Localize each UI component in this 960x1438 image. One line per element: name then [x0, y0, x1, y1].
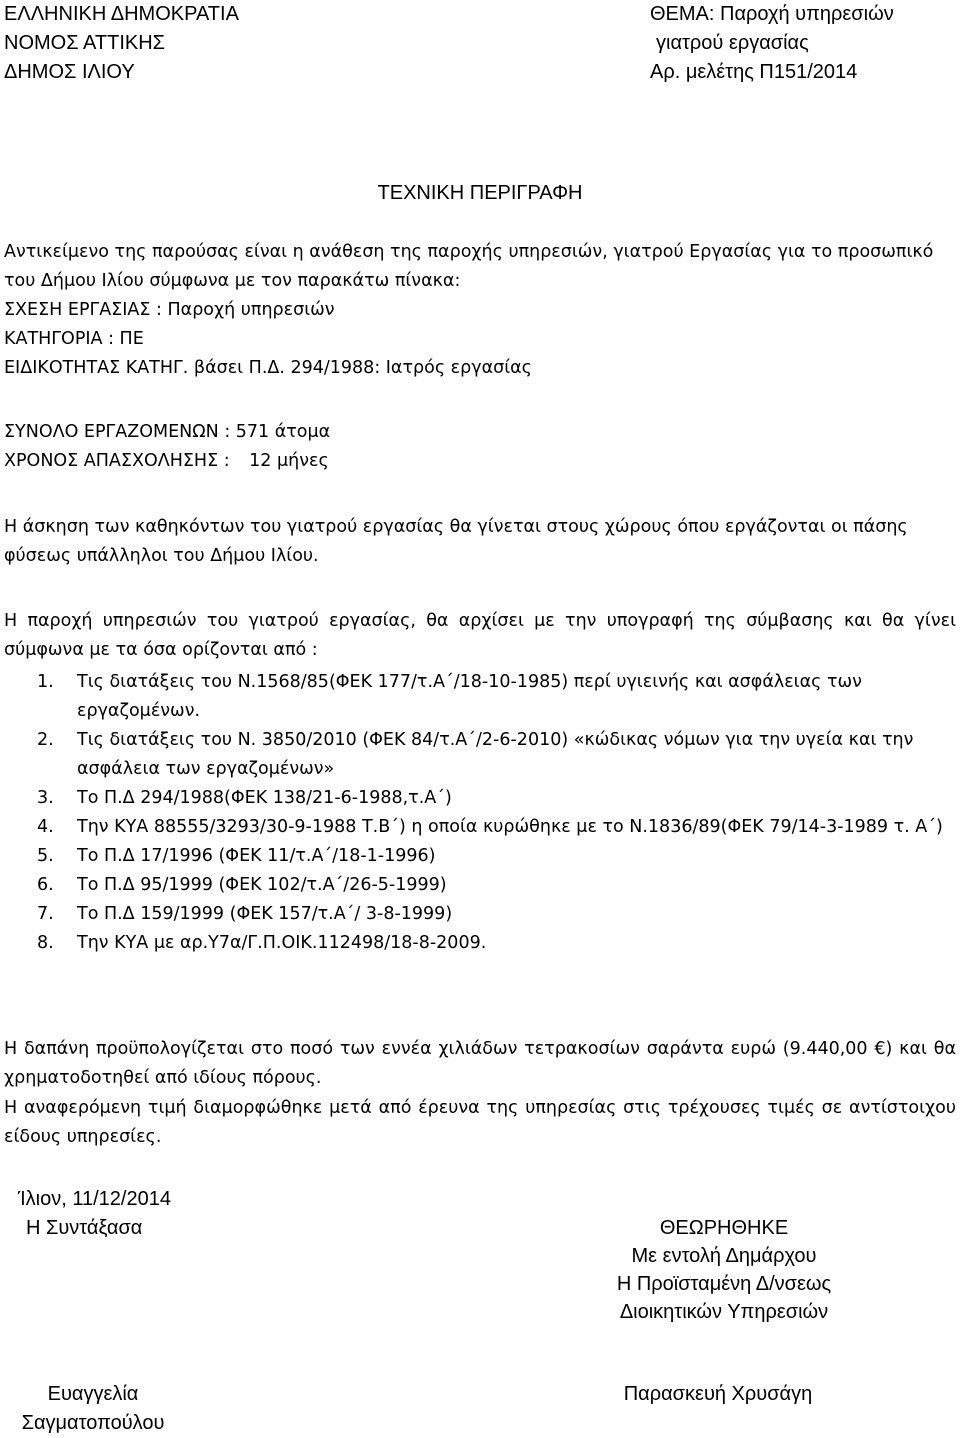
list-text: Το Π.Δ 294/1988(ΦΕΚ 138/21-6-1988,τ.Α΄)	[77, 788, 452, 808]
list-text: Τις διατάξεις του Ν. 3850/2010 (ΦΕΚ 84/τ.Α΄/2-6-2010) «κώδικας νόμων για την υγεία και την ασφάλεια των εργαζομένων»	[77, 730, 914, 779]
header-prefecture: ΝΟΜΟΣ ΑΤΤΙΚΗΣ	[4, 32, 166, 54]
approval-order: Με εντολή Δημάρχου	[631, 1245, 817, 1267]
start-paragraph: Η παροχή υπηρεσιών του γιατρού εργασίας, θα αρχίσει με την υπογραφή της σύμβασης και θα γίνει σύμφωνα με τα όσα ορίζονται από :	[4, 611, 956, 660]
place-date: Ίλιον, 11/12/2014	[18, 1188, 171, 1210]
list-number: 4.	[37, 817, 54, 837]
list-item	[4, 871, 956, 900]
field-employees	[4, 418, 956, 447]
header-municipality: ΔΗΜΟΣ ΙΛΙΟΥ	[4, 61, 135, 83]
author-block	[18, 1185, 171, 1243]
location-paragraph: Η άσκηση των καθηκόντων του γιατρού εργασίας θα γίνεται στους χώρους όπου εργάζονται οι πάσης φύσεως υπάλληλοι του Δήμου Ιλίου.	[4, 517, 908, 566]
author-name	[10, 1380, 176, 1438]
approval-stamp: ΘΕΩΡΗΘΗΚΕ	[659, 1217, 789, 1239]
approval-role: Η Προϊσταμένη Δ/νσεως	[616, 1273, 832, 1295]
issuer-header	[4, 0, 239, 87]
document-title: ΤΕΧΝΙΚΗ ΠΕΡΙΓΡΑΦΗ	[377, 182, 583, 204]
field-category	[4, 325, 956, 354]
subject-line: ΘΕΜΑ: Παροχή υπηρεσιών	[650, 3, 894, 25]
subject-line-2: γιατρού εργασίας	[656, 32, 809, 54]
field-specialty	[4, 354, 956, 383]
study-number: Αρ. μελέτης Π151/2014	[650, 61, 858, 83]
approver-name: Παρασκευή Χρυσάγη	[623, 1383, 813, 1405]
list-item	[4, 813, 956, 842]
list-text: Το Π.Δ 17/1996 (ΦΕΚ 11/τ.Α΄/18-1-1996)	[77, 846, 436, 866]
list-text: Το Π.Δ 159/1999 (ΦΕΚ 157/τ.Α΄/ 3-8-1999)	[77, 904, 453, 924]
list-number: 6.	[37, 875, 54, 895]
specialty-value: βάσει Π.Δ. 294/1988: Ιατρός εργασίας	[193, 358, 532, 378]
list-item	[4, 929, 956, 958]
list-item	[4, 784, 956, 813]
category-value: : ΠΕ	[108, 329, 144, 349]
subject-header	[650, 0, 894, 87]
approval-block	[596, 1214, 852, 1326]
budget-paragraph: Η δαπάνη προϋπολογίζεται στο ποσό των εννέα χιλιάδων τετρακοσίων σαράντα ευρώ (9.440,00 €) και θα χρηματοδοτηθεί από ιδίους πόρους.	[4, 1039, 956, 1088]
author-first-name: Ευαγγελία	[47, 1383, 139, 1405]
list-number: 8.	[37, 933, 54, 953]
list-text: Την ΚΥΑ με αρ.Υ7α/Γ.Π.ΟΙΚ.112498/18-8-2009.	[77, 933, 487, 953]
employment-fields	[4, 296, 956, 383]
field-duration	[4, 447, 956, 476]
list-number: 7.	[37, 904, 54, 924]
list-number: 2.	[37, 730, 54, 750]
author-last-name: Σαγματοπούλου	[21, 1412, 165, 1434]
duration-label: ΧΡΟΝΟΣ ΑΠΑΣΧΟΛΗΣΗΣ :	[4, 451, 230, 471]
author-title: Η Συντάξασα	[26, 1217, 143, 1239]
duration-value: 12 μήνες	[249, 451, 329, 471]
staffing-fields	[4, 418, 956, 476]
field-relation	[4, 296, 956, 325]
employees-label: ΣΥΝΟΛΟ ΕΡΓΑΖΟΜΕΝΩΝ	[4, 422, 219, 442]
legal-references-list	[4, 668, 956, 958]
employees-value: : 571 άτομα	[224, 422, 331, 442]
list-number: 5.	[37, 846, 54, 866]
list-text: Την ΚΥΑ 88555/3293/30-9-1988 Τ.Β΄) η οποία κυρώθηκε με το Ν.1836/89(ΦΕΚ 79/14-3-1989 τ. Α΄)	[77, 817, 943, 837]
specialty-label: ΕΙΔΙΚΟΤΗΤΑΣ ΚΑΤΗΓ.	[4, 358, 189, 378]
list-item	[4, 900, 956, 929]
intro-paragraph: Αντικείμενο της παρούσας είναι η ανάθεση της παροχής υπηρεσιών, γιατρού Εργασίας για το προσωπικό του Δήμου Ιλίου σύμφωνα με τον παρακάτω πίνακα:	[4, 242, 934, 291]
approval-department: Διοικητικών Υπηρεσιών	[619, 1301, 829, 1323]
list-item	[4, 726, 956, 784]
relation-value: : Παροχή υπηρεσιών	[156, 300, 335, 320]
list-item	[4, 668, 956, 726]
list-text: Τις διατάξεις του Ν.1568/85(ΦΕΚ 177/τ.Α΄/18-10-1985) περί υγιεινής και ασφάλειας των εργαζομένων.	[77, 672, 862, 721]
list-text: Το Π.Δ 95/1999 (ΦΕΚ 102/τ.Α΄/26-5-1999)	[77, 875, 447, 895]
relation-label: ΣΧΕΣΗ ΕΡΓΑΣΙΑΣ	[4, 300, 151, 320]
header-country: ΕΛΛΗΝΙΚΗ ΔΗΜΟΚΡΑΤΙΑ	[4, 3, 239, 25]
category-label: ΚΑΤΗΓΟΡΙΑ	[4, 329, 103, 349]
price-paragraph: Η αναφερόμενη τιμή διαμορφώθηκε μετά από έρευνα της υπηρεσίας στις τρέχουσες τιμές σε αντίστοιχου είδους υπηρεσίες.	[4, 1098, 956, 1147]
list-item	[4, 842, 956, 871]
list-number: 1.	[37, 672, 54, 692]
list-number: 3.	[37, 788, 54, 808]
